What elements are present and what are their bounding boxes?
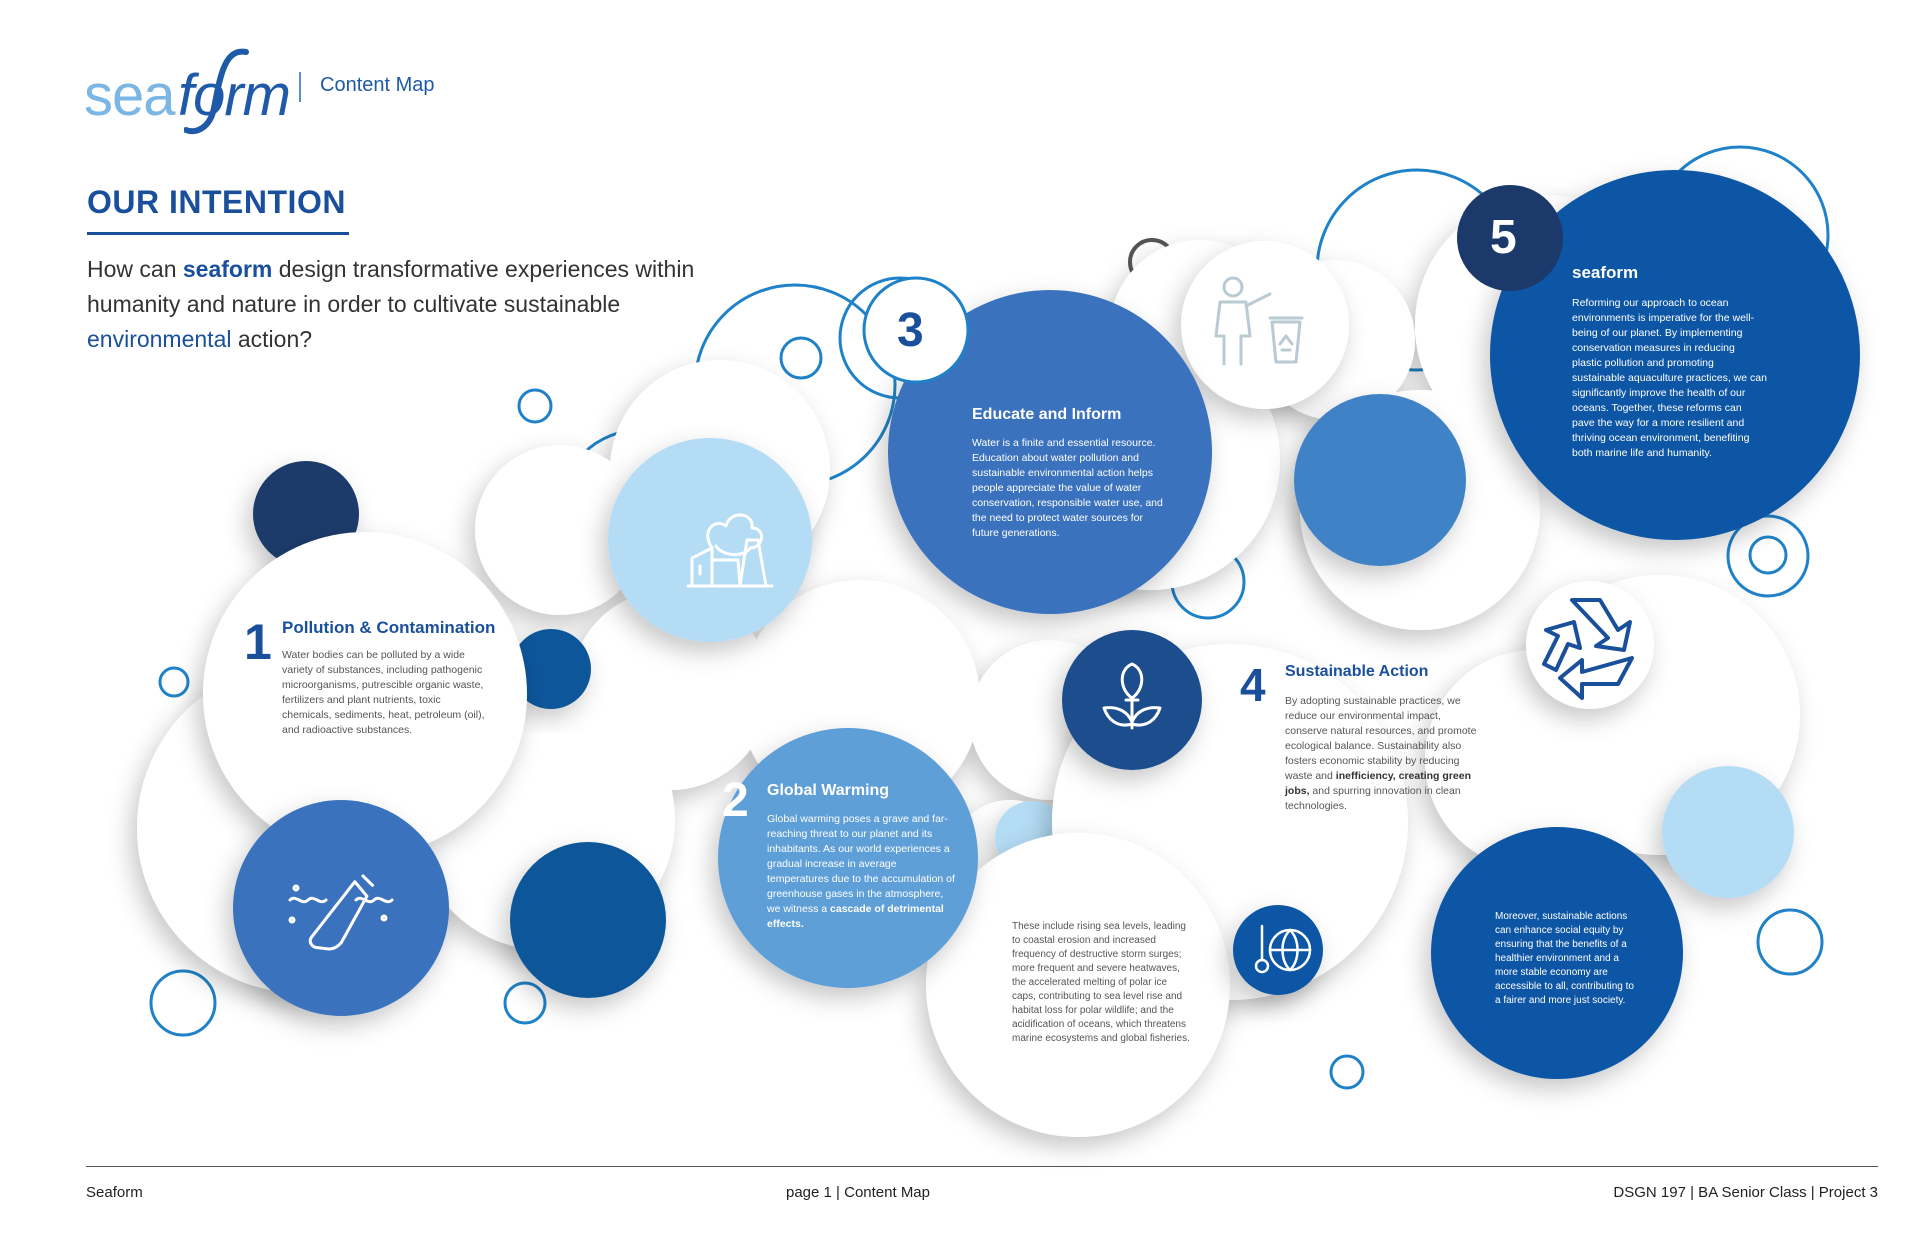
section-4-continued: Moreover, sustainable actions can enhance social equity by ensuring that the benefits of a healthier environment and a more stable economy are accessible to all, contributing to a fairer and more just society. xyxy=(1495,911,1634,1006)
intention-title: OUR INTENTION xyxy=(87,184,346,220)
section-3-title: Educate and Inform xyxy=(972,406,1122,423)
section-3-body: Water is a finite and essential resource. Education about water pollution and sustainable environmental action helps people appreciate the value of water conservation, responsible water use, and the need to protect water sources for future generations. xyxy=(972,437,1163,539)
header-subtitle: Content Map xyxy=(320,74,435,96)
trash-bubble xyxy=(1181,241,1349,409)
section-4-title: Sustainable Action xyxy=(1285,663,1429,680)
ring xyxy=(505,983,545,1023)
question-environmental: environmental xyxy=(87,326,232,352)
section-4-number: 4 xyxy=(1240,659,1266,711)
accent-bubble xyxy=(1294,394,1466,566)
section-5-title: seaform xyxy=(1572,263,1639,282)
section-2-title: Global Warming xyxy=(767,782,890,799)
section-2-body xyxy=(767,812,957,932)
factory-bubble xyxy=(608,438,812,642)
logo-form-text: form xyxy=(178,63,290,128)
section-4-body-bold: inefficiency, creating green jobs, xyxy=(1285,770,1471,797)
ring xyxy=(160,668,188,696)
light-bubble xyxy=(1662,766,1794,898)
section-2-body-bold: cascade of detrimental effects. xyxy=(767,903,944,930)
section-1-title: Pollution & Contamination xyxy=(282,618,496,637)
question-part-2: design transformative experiences within humanity and nature in order to cultivate sustainable xyxy=(87,256,695,317)
footer-divider xyxy=(86,1166,1878,1167)
section-2-continued: These include rising sea levels, leading to coastal erosion and increased frequency of destructive storm surges; more frequent and severe heatwaves, the accelerated melting of polar ice caps, contributing to sea level rise and habitat loss for polar wildlife; and the acidification of oceans, which threatens marine ecosystems and global fisheries. xyxy=(1012,921,1190,1044)
question-brand: seaform xyxy=(182,256,273,282)
ring xyxy=(1331,1056,1363,1088)
ring xyxy=(1758,910,1822,974)
section-1-body: Water bodies can be polluted by a wide variety of substances, including pathogenic microorganisms, putrescible organic waste, fertilizers and plant nutrients, toxic chemicals, sediments, heat, petroleum (oil), and radioactive substances. xyxy=(282,649,485,736)
ring xyxy=(151,971,215,1035)
section-4-body-end: and spurring innovation in clean technologies. xyxy=(1285,785,1461,812)
question-part-1: How can xyxy=(87,256,183,282)
question-part-3: action? xyxy=(231,326,313,352)
footer-right: DSGN 197 | BA Senior Class | Project 3 xyxy=(1613,1184,1878,1201)
section-2-number: 2 xyxy=(722,774,749,827)
section-1-number: 1 xyxy=(244,614,272,670)
section-4-body xyxy=(1285,694,1480,814)
section-2-body-text: Global warming poses a grave and far-reaching threat to our planet and its inhabitants. As our world experiences a gradual increase in average temperatures due to the accumulation of greenhouse gases in the atmosphere, we witness a xyxy=(767,813,955,915)
section-3-number: 3 xyxy=(897,304,924,357)
ring xyxy=(519,390,551,422)
ring xyxy=(781,338,821,378)
section-5-body: Reforming our approach to ocean environments is imperative for the well-being of our planet. By implementing conservation measures in reducing plastic pollution and promoting sustainable aquaculture practices, we can significantly improve the health of our oceans. Together, these reforms can pave the way for a more resilient and thriving ocean environment, benefiting both marine life and humanity. xyxy=(1572,297,1767,459)
footer-center: page 1 | Content Map xyxy=(786,1184,930,1201)
ring xyxy=(1750,537,1786,573)
accent-bubble xyxy=(510,842,666,998)
section-4-body-text: By adopting sustainable practices, we reduce our environmental impact, conserve natural resources, and promote ecological balance. Sustainability also fosters economic stability by reducing waste and xyxy=(1285,695,1477,782)
bottle-bubble xyxy=(233,800,449,1016)
logo-sea-text: sea xyxy=(84,63,175,128)
footer-left: Seaform xyxy=(86,1184,143,1201)
section-5-number: 5 xyxy=(1490,211,1517,264)
